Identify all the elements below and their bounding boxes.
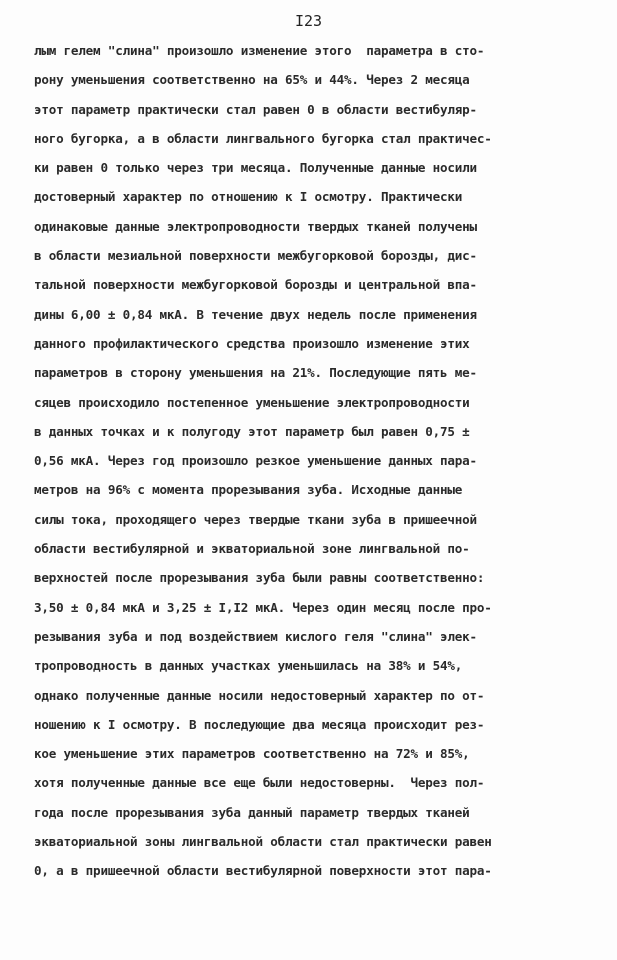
text-line: этот параметр практически стал равен 0 в области вестибуляр- <box>34 101 477 117</box>
text-line: дины 6,00 ± 0,84 мкА. В течение двух недель после применения <box>34 306 477 322</box>
text-line: однако полученные данные носили недостоверный характер по от- <box>34 687 485 703</box>
text-line: параметров в сторону уменьшения на 21%. Последующие пять ме- <box>34 365 477 381</box>
text-line: лым гелем "слина" произошло изменение этого параметра в сто- <box>34 43 485 58</box>
text-line: силы тока, проходящего через твердые ткани зуба в пришеечной <box>34 511 477 527</box>
text-line: экваториальной зоны лингвальной области стал практически равен <box>34 834 492 850</box>
text-line: в данных точках и к полугоду этот параметр был равен 0,75 ± <box>34 423 470 439</box>
text-line: резывания зуба и под воздействием кислого геля "слина" элек- <box>34 628 477 644</box>
body-text <box>34 36 604 886</box>
text-line: сяцев происходило постепенное уменьшение электропроводности <box>34 394 470 410</box>
text-line: 0,56 мкА. Через год произошло резкое уменьшение данных пара- <box>34 453 477 469</box>
text-line: области вестибулярной и экваториальной зоне лингвальной по- <box>34 541 470 557</box>
text-line: ки равен 0 только через три месяца. Полученные данные носили <box>34 160 477 176</box>
text-line: рону уменьшения соответственно на 65% и 44%. Через 2 месяца <box>34 72 470 88</box>
text-line: кое уменьшение этих параметров соответственно на 72% и 85%, <box>34 746 470 762</box>
text-line: метров на 96% с момента прорезывания зуба. Исходные данные <box>34 482 463 498</box>
text-line: верхностей после прорезывания зуба были равны соответственно: <box>34 570 485 586</box>
page-number: I23 <box>294 12 323 30</box>
text-line: ношению к I осмотру. В последующие два месяца происходит рез- <box>34 716 485 732</box>
text-line: ного бугорка, а в области лингвального бугорка стал практичес- <box>34 130 492 146</box>
text-line: одинаковые данные электропроводности твердых тканей получены <box>34 218 477 234</box>
text-line: 0, а в пришеечной области вестибулярной поверхности этот пара- <box>34 863 492 879</box>
text-line: 3,50 ± 0,84 мкА и 3,25 ± I,I2 мкА. Через один месяц после про- <box>34 599 492 615</box>
text-line: данного профилактического средства произошло изменение этих <box>34 335 470 351</box>
text-line: хотя полученные данные все еще были недостоверны. Через пол- <box>34 775 485 791</box>
text-line: в области мезиальной поверхности межбугорковой борозды, дис- <box>34 248 477 264</box>
text-line: тальной поверхности межбугорковой борозды и центральной впа- <box>34 277 477 293</box>
text-line: достоверный характер по отношению к I осмотру. Практически <box>34 189 463 205</box>
text-line: тропроводность в данных участках уменьшилась на 38% и 54%, <box>34 658 463 674</box>
text-line: года после прорезывания зуба данный параметр твердых тканей <box>34 804 470 820</box>
